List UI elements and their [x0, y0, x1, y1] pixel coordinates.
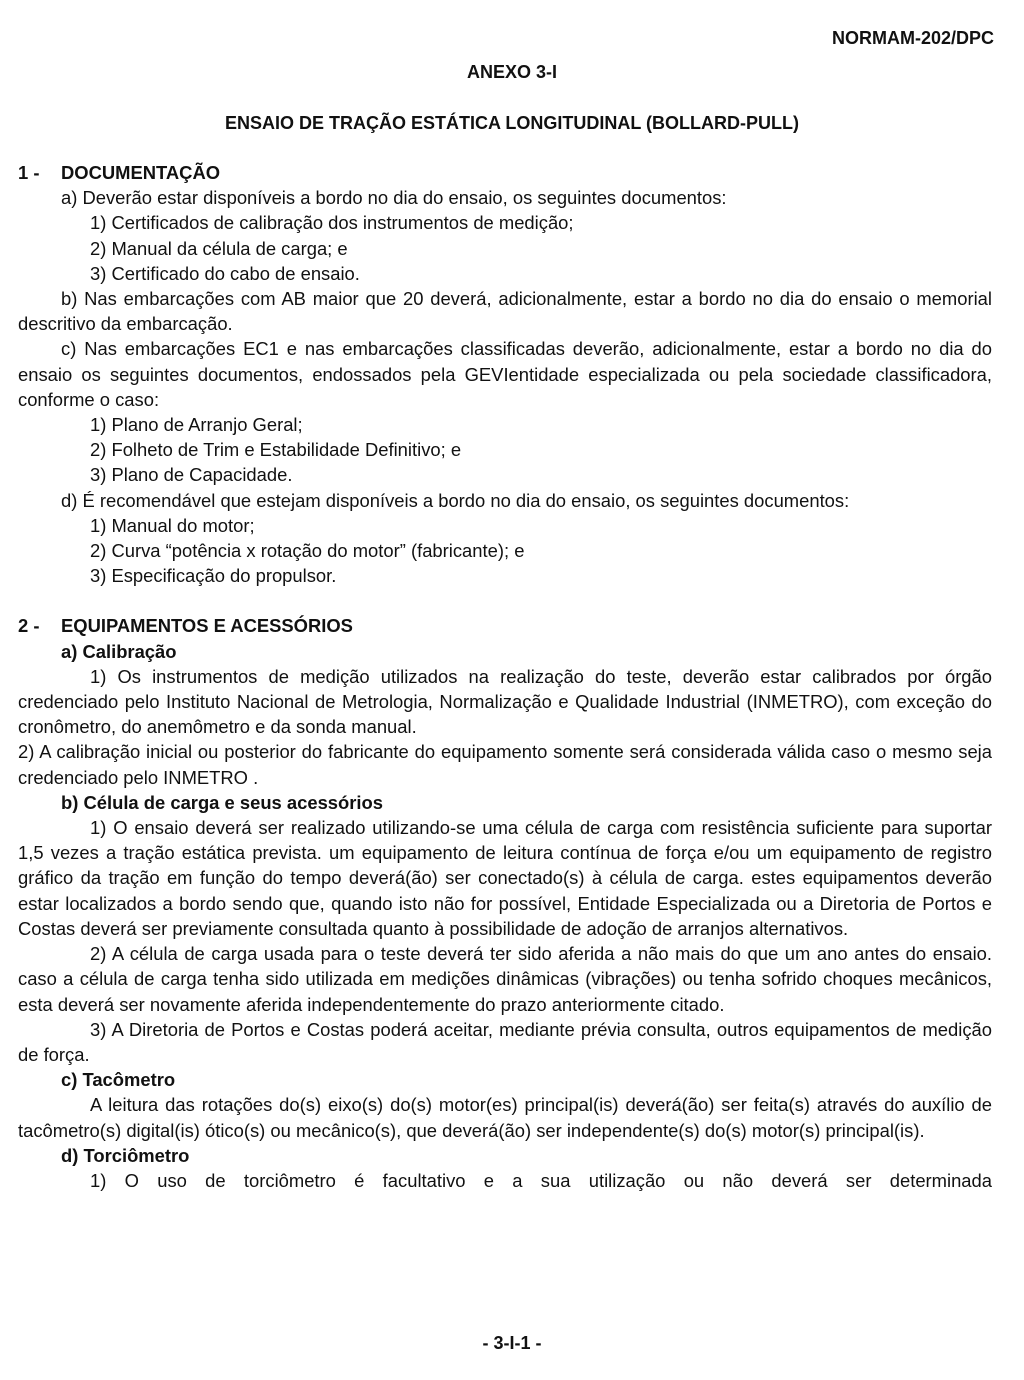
document-code: NORMAM-202/DPC	[831, 28, 994, 48]
subsection-b-paragraph-1: 1) O ensaio deverá ser realizado utilizando-se uma célula de carga com resistência suficiente para suportar 1,5 vezes a tração estática prevista. um equipamento de leitura contínua de força e/ou um equipamento de registro gráfico da tração em função do tempo deverá(ão) ser conectado(s) à célula de carga. estes equipamentos deverão estar localizados a bordo sendo que, quando isto não for possível, Entidade Especializada ou a Diretoria de Portos e Costas deverá ser previamente consultada quanto à possibilidade de adoção de arranjos alternativos.	[18, 817, 992, 939]
section-1-d-item-2: 2) Curva “potência x rotação do motor” (fabricante); e	[90, 540, 525, 562]
subsection-d-title: d) Torciômetro	[61, 1144, 190, 1166]
section-1-c-item-3: 3) Plano de Capacidade.	[90, 464, 293, 486]
subsection-d-paragraph-1: 1) O uso de torciômetro é facultativo e a sua utilização ou não deverá ser determinada	[90, 1169, 992, 1191]
section-1-d-item-3: 3) Especificação do propulsor.	[90, 565, 337, 587]
section-1-d-item-1: 1) Manual do motor;	[90, 514, 255, 536]
document-title: ENSAIO DE TRAÇÃO ESTÁTICA LONGITUDINAL (BOLLARD-PULL)	[225, 113, 799, 133]
section-1-item-c: c) Nas embarcações EC1 e nas embarcações classificadas deverão, adicionalmente, estar a bordo no dia do ensaio os seguintes documentos, endossados pela GEVIentidade especializada ou pela sociedade classificadora, conforme o caso:	[18, 338, 992, 410]
document-body	[18, 160, 992, 1193]
section-1-a-item-2: 2) Manual da célula de carga; e	[90, 237, 348, 259]
section-1-a-item-1: 1) Certificados de calibração dos instrumentos de medição;	[90, 212, 574, 234]
subsection-b-paragraph-3: 3) A Diretoria de Portos e Costas poderá aceitar, mediante prévia consulta, outros equipamentos de medição de força.	[18, 1018, 992, 1065]
section-1-number: 1 -	[18, 162, 40, 183]
section-1-item-d: d) É recomendável que estejam disponíveis a bordo no dia do ensaio, os seguintes documentos:	[61, 489, 850, 511]
section-spacer	[18, 588, 992, 613]
section-2-number: 2 -	[18, 615, 40, 637]
subsection-b-title: b) Célula de carga e seus acessórios	[61, 791, 383, 813]
subsection-c-title: c) Tacômetro	[61, 1069, 176, 1091]
subsection-c-paragraph-1: A leitura das rotações do(s) eixo(s) do(s) motor(es) principal(is) deverá(ão) ser feita(s) através do auxílio de tacômetro(s) digital(is) ótico(s) ou mecânico(s), que deverá(ão) ser independente(s) do(s) motor(s) principal(is).	[18, 1094, 992, 1141]
section-1-item-a: a) Deverão estar disponíveis a bordo no dia do ensaio, os seguintes documentos:	[61, 187, 727, 209]
subsection-a-title: a) Calibração	[61, 640, 177, 662]
subsection-a-paragraph-1: 1) Os instrumentos de medição utilizados na realização do teste, deverão estar calibrados por órgão credenciado pelo Instituto Nacional de Metrologia, Normalização e Qualidade Industrial (INMETRO), com exceção do cronômetro, do anemômetro e da sonda manual.	[18, 665, 992, 738]
section-1-heading	[18, 160, 992, 185]
section-2-title: EQUIPAMENTOS E ACESSÓRIOS	[61, 615, 353, 637]
section-1-title: DOCUMENTAÇÃO	[61, 162, 221, 183]
section-1-item-b: b) Nas embarcações com AB maior que 20 deverá, adicionalmente, estar a bordo no dia do ensaio o memorial descritivo da embarcação.	[18, 288, 992, 335]
page-number: - 3-I-1 -	[482, 1333, 542, 1353]
subsection-b-paragraph-2: 2) A célula de carga usada para o teste deverá ter sido aferida a não mais do que um ano antes do ensaio. caso a célula de carga tenha sido utilizada em medições dinâmicas (vibrações) ou tenha sofrido choques mecânicos, esta deverá ser novamente aferida independentemente do prazo anteriormente citado.	[18, 943, 992, 1015]
subsection-a-paragraph-2: 2) A calibração inicial ou posterior do fabricante do equipamento somente será considerada válida caso o mesmo seja credenciado pelo INMETRO .	[18, 741, 992, 788]
section-1-a-item-3: 3) Certificado do cabo de ensaio.	[90, 262, 360, 284]
section-1-c-item-1: 1) Plano de Arranjo Geral;	[90, 414, 303, 436]
annex-title: ANEXO 3-I	[466, 62, 558, 82]
section-2-heading	[18, 613, 992, 638]
section-1-c-item-2: 2) Folheto de Trim e Estabilidade Definitivo; e	[90, 439, 462, 461]
